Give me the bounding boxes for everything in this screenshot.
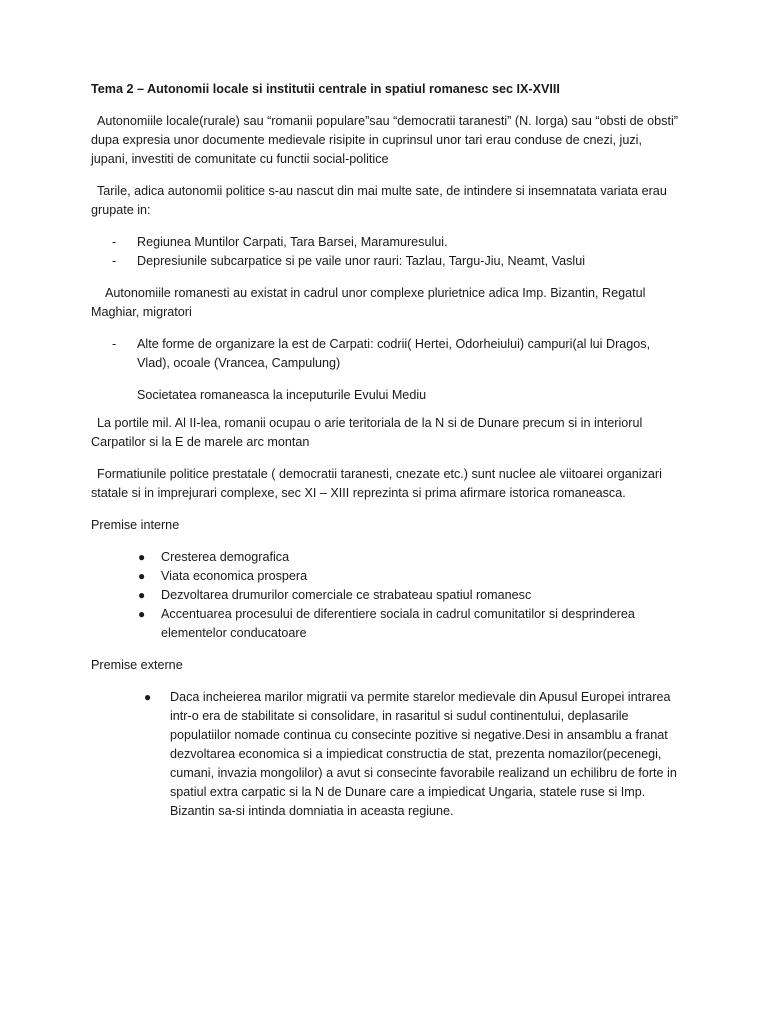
list-item: [91, 335, 681, 373]
list-item: [91, 548, 681, 567]
list-premise-externe: [91, 688, 681, 821]
list-item: [91, 252, 681, 271]
dash-marker: -: [112, 254, 117, 268]
bullet-marker: ●: [138, 550, 146, 564]
paragraph-autonomii-locale: Autonomiile locale(rurale) sau “romanii populare”sau “democratii taranesti” (N. Iorga) sau “obsti de obsti” dupa expresia unor documente medievale risipite in cuprinsul unor tari erau conduse de cnezi, juzi, jupani, investiti de comunitate cu functii social-politice: [91, 114, 678, 166]
list-item-text: Daca incheierea marilor migratii va permite starelor medievale din Apusul Europei intrarea intr-o era de stabilitate si consolidare, in rasaritul si sudul continentului, deplasarile populatiilor nomade continua cu consecinte pozitive si negative.Desi in ansamblu a franat dezvoltarea economica si a impiedicat constructia de stat, prezenta nomazilor(pecenegi, cumani, invazia mongolilor) a avut si consecinte favorabile realizand un echilibru de forte in spatiul extra carpatic si la N de Dunare care a impiedicat Ungaria, statele ruse si Imp. Bizantin sa-si intinda domniatia in aceasta regiune.: [170, 690, 677, 818]
list-item-text: Regiunea Muntilor Carpati, Tara Barsei, Maramuresului.: [137, 235, 448, 249]
paragraph-tarile: Tarile, adica autonomii politice s-au nascut din mai multe sate, de intindere si insemnatata variata erau grupate in:: [91, 184, 667, 217]
list-item: [91, 688, 681, 821]
dash-marker: -: [112, 337, 117, 351]
list-item-text: Viata economica prospera: [161, 569, 308, 583]
list-item: [91, 586, 681, 605]
list-item-text: Cresterea demografica: [161, 550, 290, 564]
list-premise-interne: [91, 548, 681, 643]
list-item: [91, 233, 681, 252]
list-item-text: Accentuarea procesului de diferentiere sociala in cadrul comunitatilor si desprinderea elementelor conducatoare: [161, 607, 635, 640]
bullet-marker: ●: [144, 690, 152, 704]
bullet-marker: ●: [138, 569, 146, 583]
document-title: Tema 2 – Autonomii locale si institutii centrale in spatiul romanesc sec IX-XVIII: [91, 82, 560, 96]
list-item: [91, 605, 681, 643]
bullet-marker: ●: [138, 588, 146, 602]
paragraph-formatiunile: Formatiunile politice prestatale ( democratii taranesti, cnezate etc.) sunt nuclee ale viitoarei organizari statale si in imprejurari complexe, sec XI – XIII reprezinta si prima afirmare istorica romaneasca.: [91, 467, 662, 500]
document-body: [91, 80, 681, 834]
paragraph-portile-mil: La portile mil. Al II-lea, romanii ocupau o arie teritoriala de la N si de Dunare precum si in interiorul Carpatilor si la E de marele arc montan: [91, 416, 643, 449]
list-item-text: Dezvoltarea drumurilor comerciale ce strabateau spatiul romanesc: [161, 588, 532, 602]
section-subtitle: Societatea romaneasca la inceputurile Evului Mediu: [137, 388, 427, 402]
list-item-text: Alte forme de organizare la est de Carpati: codrii( Hertei, Odorheiului) campuri(al lui Dragos, Vlad), ocoale (Vrancea, Campulung): [137, 337, 651, 370]
list-alte-forme: [91, 335, 681, 373]
list-item: [91, 567, 681, 586]
heading-premise-interne: Premise interne: [91, 518, 180, 532]
list-regiuni: [91, 233, 681, 271]
heading-premise-externe: Premise externe: [91, 658, 183, 672]
bullet-marker: ●: [138, 607, 146, 621]
list-item-text: Depresiunile subcarpatice si pe vaile unor rauri: Tazlau, Targu-Jiu, Neamt, Vaslui: [137, 254, 585, 268]
paragraph-complexe-pluri: Autonomiile romanesti au existat in cadrul unor complexe plurietnice adica Imp. Bizantin, Regatul Maghiar, migratori: [91, 286, 646, 319]
dash-marker: -: [112, 235, 117, 249]
